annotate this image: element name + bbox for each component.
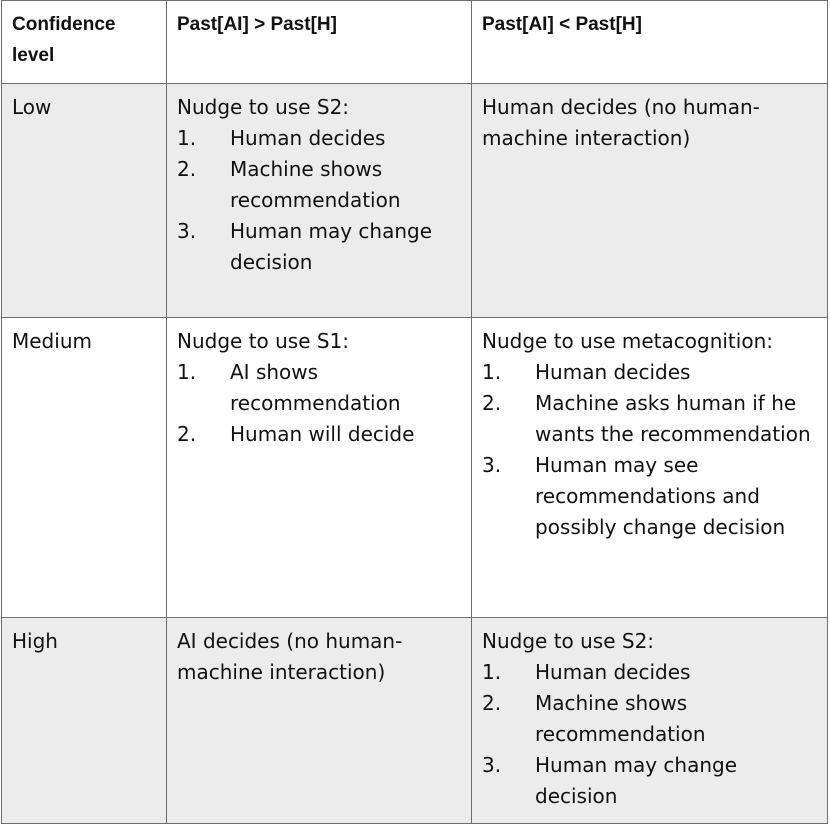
list-item [482,688,817,750]
step-text: Human will decide [230,422,415,446]
list-item [482,388,817,450]
step-list [482,657,817,812]
header-past-ai-greater: Past[AI] > Past[H] [167,1,472,84]
level-cell: Medium [2,318,167,618]
step-list [177,357,461,450]
list-item [482,657,817,688]
step-list [482,357,817,543]
list-item [177,123,461,154]
list-item [177,216,461,278]
cell-ai-greater-low [167,84,472,318]
cell-ai-greater-high [167,618,472,824]
step-number: 2. [482,391,502,415]
step-number: 3. [482,453,502,477]
step-number: 2. [177,157,197,181]
step-text: AI shows recommendation [230,360,401,415]
step-text: Human decides [230,126,386,150]
step-text: Machine shows recommendation [230,157,401,212]
list-item [177,154,461,216]
step-text: Human decides [535,660,691,684]
cell-intro: Nudge to use S2: [482,629,655,653]
cell-intro: Nudge to use S2: [177,95,350,119]
header-past-ai-less: Past[AI] < Past[H] [472,1,828,84]
step-text: Human may see recommendations and possibly change decision [535,453,786,539]
step-text: Human may change decision [535,753,738,808]
cell-intro: Nudge to use S1: [177,329,350,353]
header-row [2,1,828,84]
step-number: 2. [482,691,502,715]
step-text: Machine asks human if he wants the recommendation [535,391,811,446]
cell-ai-less-medium [472,318,828,618]
level-cell: Low [2,84,167,318]
level-cell: High [2,618,167,824]
step-number: 1. [177,360,197,384]
list-item [482,357,817,388]
header-confidence-level: Confidence level [2,1,167,84]
step-number: 1. [482,660,502,684]
cell-intro: Nudge to use metacognition: [482,329,773,353]
cell-intro: Human decides (no human-machine interaction) [482,95,760,150]
step-text: Human may change decision [230,219,433,274]
cell-intro: AI decides (no human-machine interaction) [177,629,403,684]
step-list [177,123,461,278]
confidence-table [1,0,828,824]
list-item [177,419,461,450]
step-number: 3. [482,753,502,777]
table-row-low [2,84,828,318]
cell-ai-less-low [472,84,828,318]
step-number: 1. [177,126,197,150]
cell-ai-less-high [472,618,828,824]
cell-ai-greater-medium [167,318,472,618]
step-number: 2. [177,422,197,446]
list-item [482,450,817,543]
list-item [177,357,461,419]
step-number: 1. [482,360,502,384]
step-text: Machine shows recommendation [535,691,706,746]
table-row-high [2,618,828,824]
list-item [482,750,817,812]
table-row-medium [2,318,828,618]
step-text: Human decides [535,360,691,384]
step-number: 3. [177,219,197,243]
